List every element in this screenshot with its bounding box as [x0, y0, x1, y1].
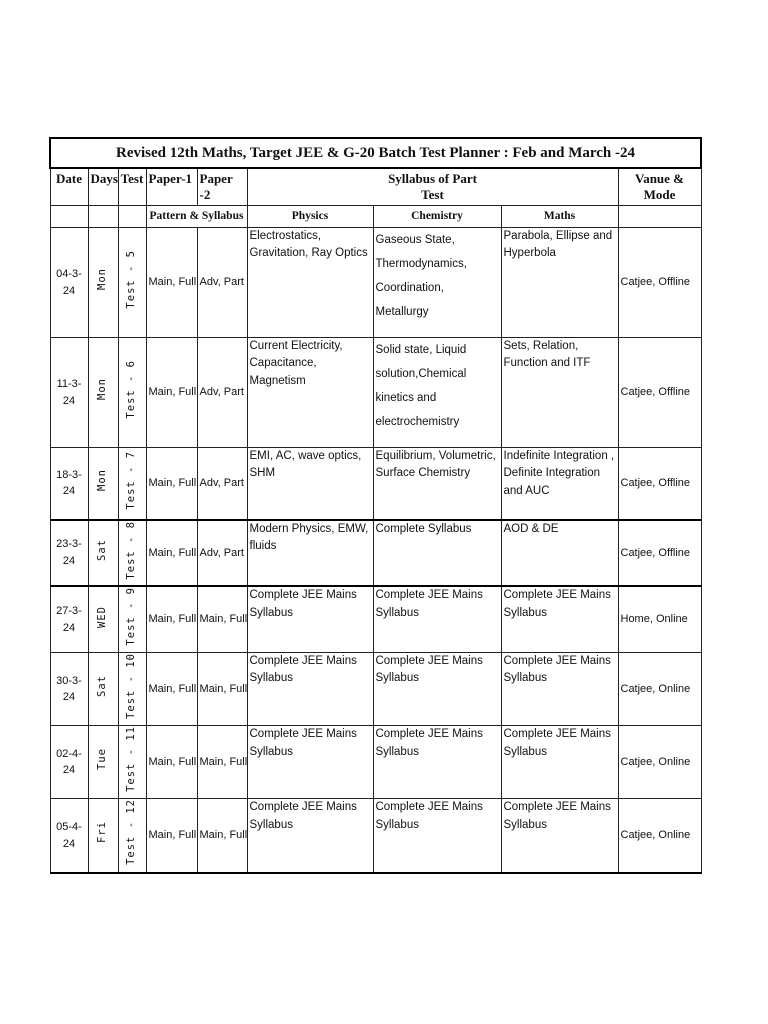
cell-test: [118, 586, 146, 652]
cell-date: 05-4-24: [50, 799, 88, 873]
cell-chemistry: Gaseous State, Thermodynamics, Coordination, Metallurgy: [373, 228, 501, 338]
cell-day: [88, 448, 118, 520]
cell-paper-2: Main, Full: [197, 586, 247, 652]
day-text: Sat: [96, 538, 109, 561]
test-text: Test - 11: [125, 726, 138, 793]
test-text: Test - 12: [125, 799, 138, 866]
cell-paper-1: Main, Full: [146, 586, 197, 652]
cell-date: 27-3-24: [50, 586, 88, 652]
cell-chemistry: Complete JEE Mains Syllabus: [373, 726, 501, 799]
subheader-maths: Maths: [501, 206, 618, 228]
cell-paper-1: Main, Full: [146, 338, 197, 448]
cell-paper-1: Main, Full: [146, 520, 197, 587]
cell-paper-2: Main, Full: [197, 726, 247, 799]
day-text: Mon: [96, 469, 109, 492]
test-text: Test - 8: [125, 520, 138, 580]
cell-test: [118, 653, 146, 726]
subheader-empty-test: [118, 206, 146, 228]
day-text: Mon: [96, 268, 109, 291]
cell-paper-1: Main, Full: [146, 448, 197, 520]
cell-venue: Catjee, Online: [618, 726, 701, 799]
test-text: Test - 9: [125, 587, 138, 646]
cell-physics: Complete JEE Mains Syllabus: [247, 799, 373, 873]
test-planner-table: [49, 137, 702, 874]
cell-paper-1: Main, Full: [146, 799, 197, 873]
table-row: [50, 448, 701, 520]
cell-venue: Catjee, Offline: [618, 338, 701, 448]
header-syllabus: [247, 168, 618, 206]
cell-physics: Complete JEE Mains Syllabus: [247, 726, 373, 799]
cell-day: [88, 653, 118, 726]
test-text: Test - 5: [125, 250, 138, 309]
cell-maths: Complete JEE Mains Syllabus: [501, 799, 618, 873]
cell-date: 04-3-24: [50, 228, 88, 338]
header-paper-2: Paper -2: [197, 168, 247, 206]
cell-venue: Catjee, Offline: [618, 520, 701, 587]
planner-title: Revised 12th Maths, Target JEE & G-20 Batch Test Planner : Feb and March -24: [50, 138, 701, 168]
cell-paper-2: Adv, Part: [197, 520, 247, 587]
day-text: Fri: [96, 821, 109, 844]
cell-physics: Modern Physics, EMW, fluids: [247, 520, 373, 587]
cell-venue: Catjee, Online: [618, 653, 701, 726]
table-row: [50, 586, 701, 652]
subheader-physics: Physics: [247, 206, 373, 228]
header-paper-1: Paper-1: [146, 168, 197, 206]
cell-paper-1: Main, Full: [146, 653, 197, 726]
cell-physics: EMI, AC, wave optics, SHM: [247, 448, 373, 520]
cell-date: 02-4-24: [50, 726, 88, 799]
cell-test: [118, 726, 146, 799]
day-text: WED: [96, 605, 109, 628]
table-row: [50, 338, 701, 448]
cell-date: 18-3-24: [50, 448, 88, 520]
table-row: [50, 228, 701, 338]
cell-maths: Parabola, Ellipse and Hyperbola: [501, 228, 618, 338]
cell-day: [88, 726, 118, 799]
cell-test: [118, 228, 146, 338]
subheader-empty-date: [50, 206, 88, 228]
cell-maths: Complete JEE Mains Syllabus: [501, 586, 618, 652]
cell-test: [118, 520, 146, 587]
cell-chemistry: Complete JEE Mains Syllabus: [373, 799, 501, 873]
cell-paper-2: Main, Full: [197, 799, 247, 873]
table-row: [50, 520, 701, 587]
cell-venue: Catjee, Offline: [618, 228, 701, 338]
cell-physics: Complete JEE Mains Syllabus: [247, 653, 373, 726]
header-date: Date: [50, 168, 88, 206]
subheader-empty-days: [88, 206, 118, 228]
cell-paper-1: Main, Full: [146, 726, 197, 799]
cell-date: 30-3-24: [50, 653, 88, 726]
day-text: Tue: [96, 748, 109, 771]
cell-test: [118, 799, 146, 873]
cell-paper-2: Adv, Part: [197, 448, 247, 520]
subheader-chemistry: Chemistry: [373, 206, 501, 228]
cell-maths: Sets, Relation, Function and ITF: [501, 338, 618, 448]
cell-physics: Current Electricity, Capacitance, Magnetism: [247, 338, 373, 448]
header-test: Test: [118, 168, 146, 206]
cell-chemistry: Complete JEE Mains Syllabus: [373, 586, 501, 652]
cell-maths: Indefinite Integration , Definite Integration and AUC: [501, 448, 618, 520]
cell-venue: Home, Online: [618, 586, 701, 652]
cell-day: [88, 228, 118, 338]
header-days: Days: [88, 168, 118, 206]
table-row: [50, 799, 701, 873]
cell-date: 23-3-24: [50, 520, 88, 587]
cell-test: [118, 338, 146, 448]
cell-venue: Catjee, Online: [618, 799, 701, 873]
header-syllabus-text: Syllabus of Part Test: [388, 171, 477, 202]
cell-physics: Complete JEE Mains Syllabus: [247, 586, 373, 652]
cell-maths: Complete JEE Mains Syllabus: [501, 726, 618, 799]
subheader-empty-venue: [618, 206, 701, 228]
header-venue-text: Vanue & Mode: [635, 171, 685, 202]
cell-day: [88, 586, 118, 652]
table-row: [50, 653, 701, 726]
cell-day: [88, 338, 118, 448]
cell-physics: Electrostatics, Gravitation, Ray Optics: [247, 228, 373, 338]
cell-day: [88, 520, 118, 587]
test-text: Test - 7: [125, 450, 138, 510]
cell-paper-2: Main, Full: [197, 653, 247, 726]
subheader-pattern: Pattern & Syllabus: [146, 206, 247, 228]
header-venue: [618, 168, 701, 206]
cell-chemistry: Equilibrium, Volumetric, Surface Chemistry: [373, 448, 501, 520]
cell-paper-2: Adv, Part: [197, 338, 247, 448]
cell-chemistry: Complete Syllabus: [373, 520, 501, 587]
day-text: Sat: [96, 675, 109, 698]
cell-test: [118, 448, 146, 520]
table-row: [50, 726, 701, 799]
test-text: Test - 10: [125, 653, 138, 720]
cell-chemistry: Complete JEE Mains Syllabus: [373, 653, 501, 726]
cell-chemistry: Solid state, Liquid solution,Chemical kinetics and electrochemistry: [373, 338, 501, 448]
cell-maths: AOD & DE: [501, 520, 618, 587]
test-text: Test - 6: [125, 360, 138, 419]
cell-paper-2: Adv, Part: [197, 228, 247, 338]
day-text: Mon: [96, 378, 109, 401]
cell-venue: Catjee, Offline: [618, 448, 701, 520]
cell-maths: Complete JEE Mains Syllabus: [501, 653, 618, 726]
cell-date: 11-3-24: [50, 338, 88, 448]
cell-day: [88, 799, 118, 873]
cell-paper-1: Main, Full: [146, 228, 197, 338]
